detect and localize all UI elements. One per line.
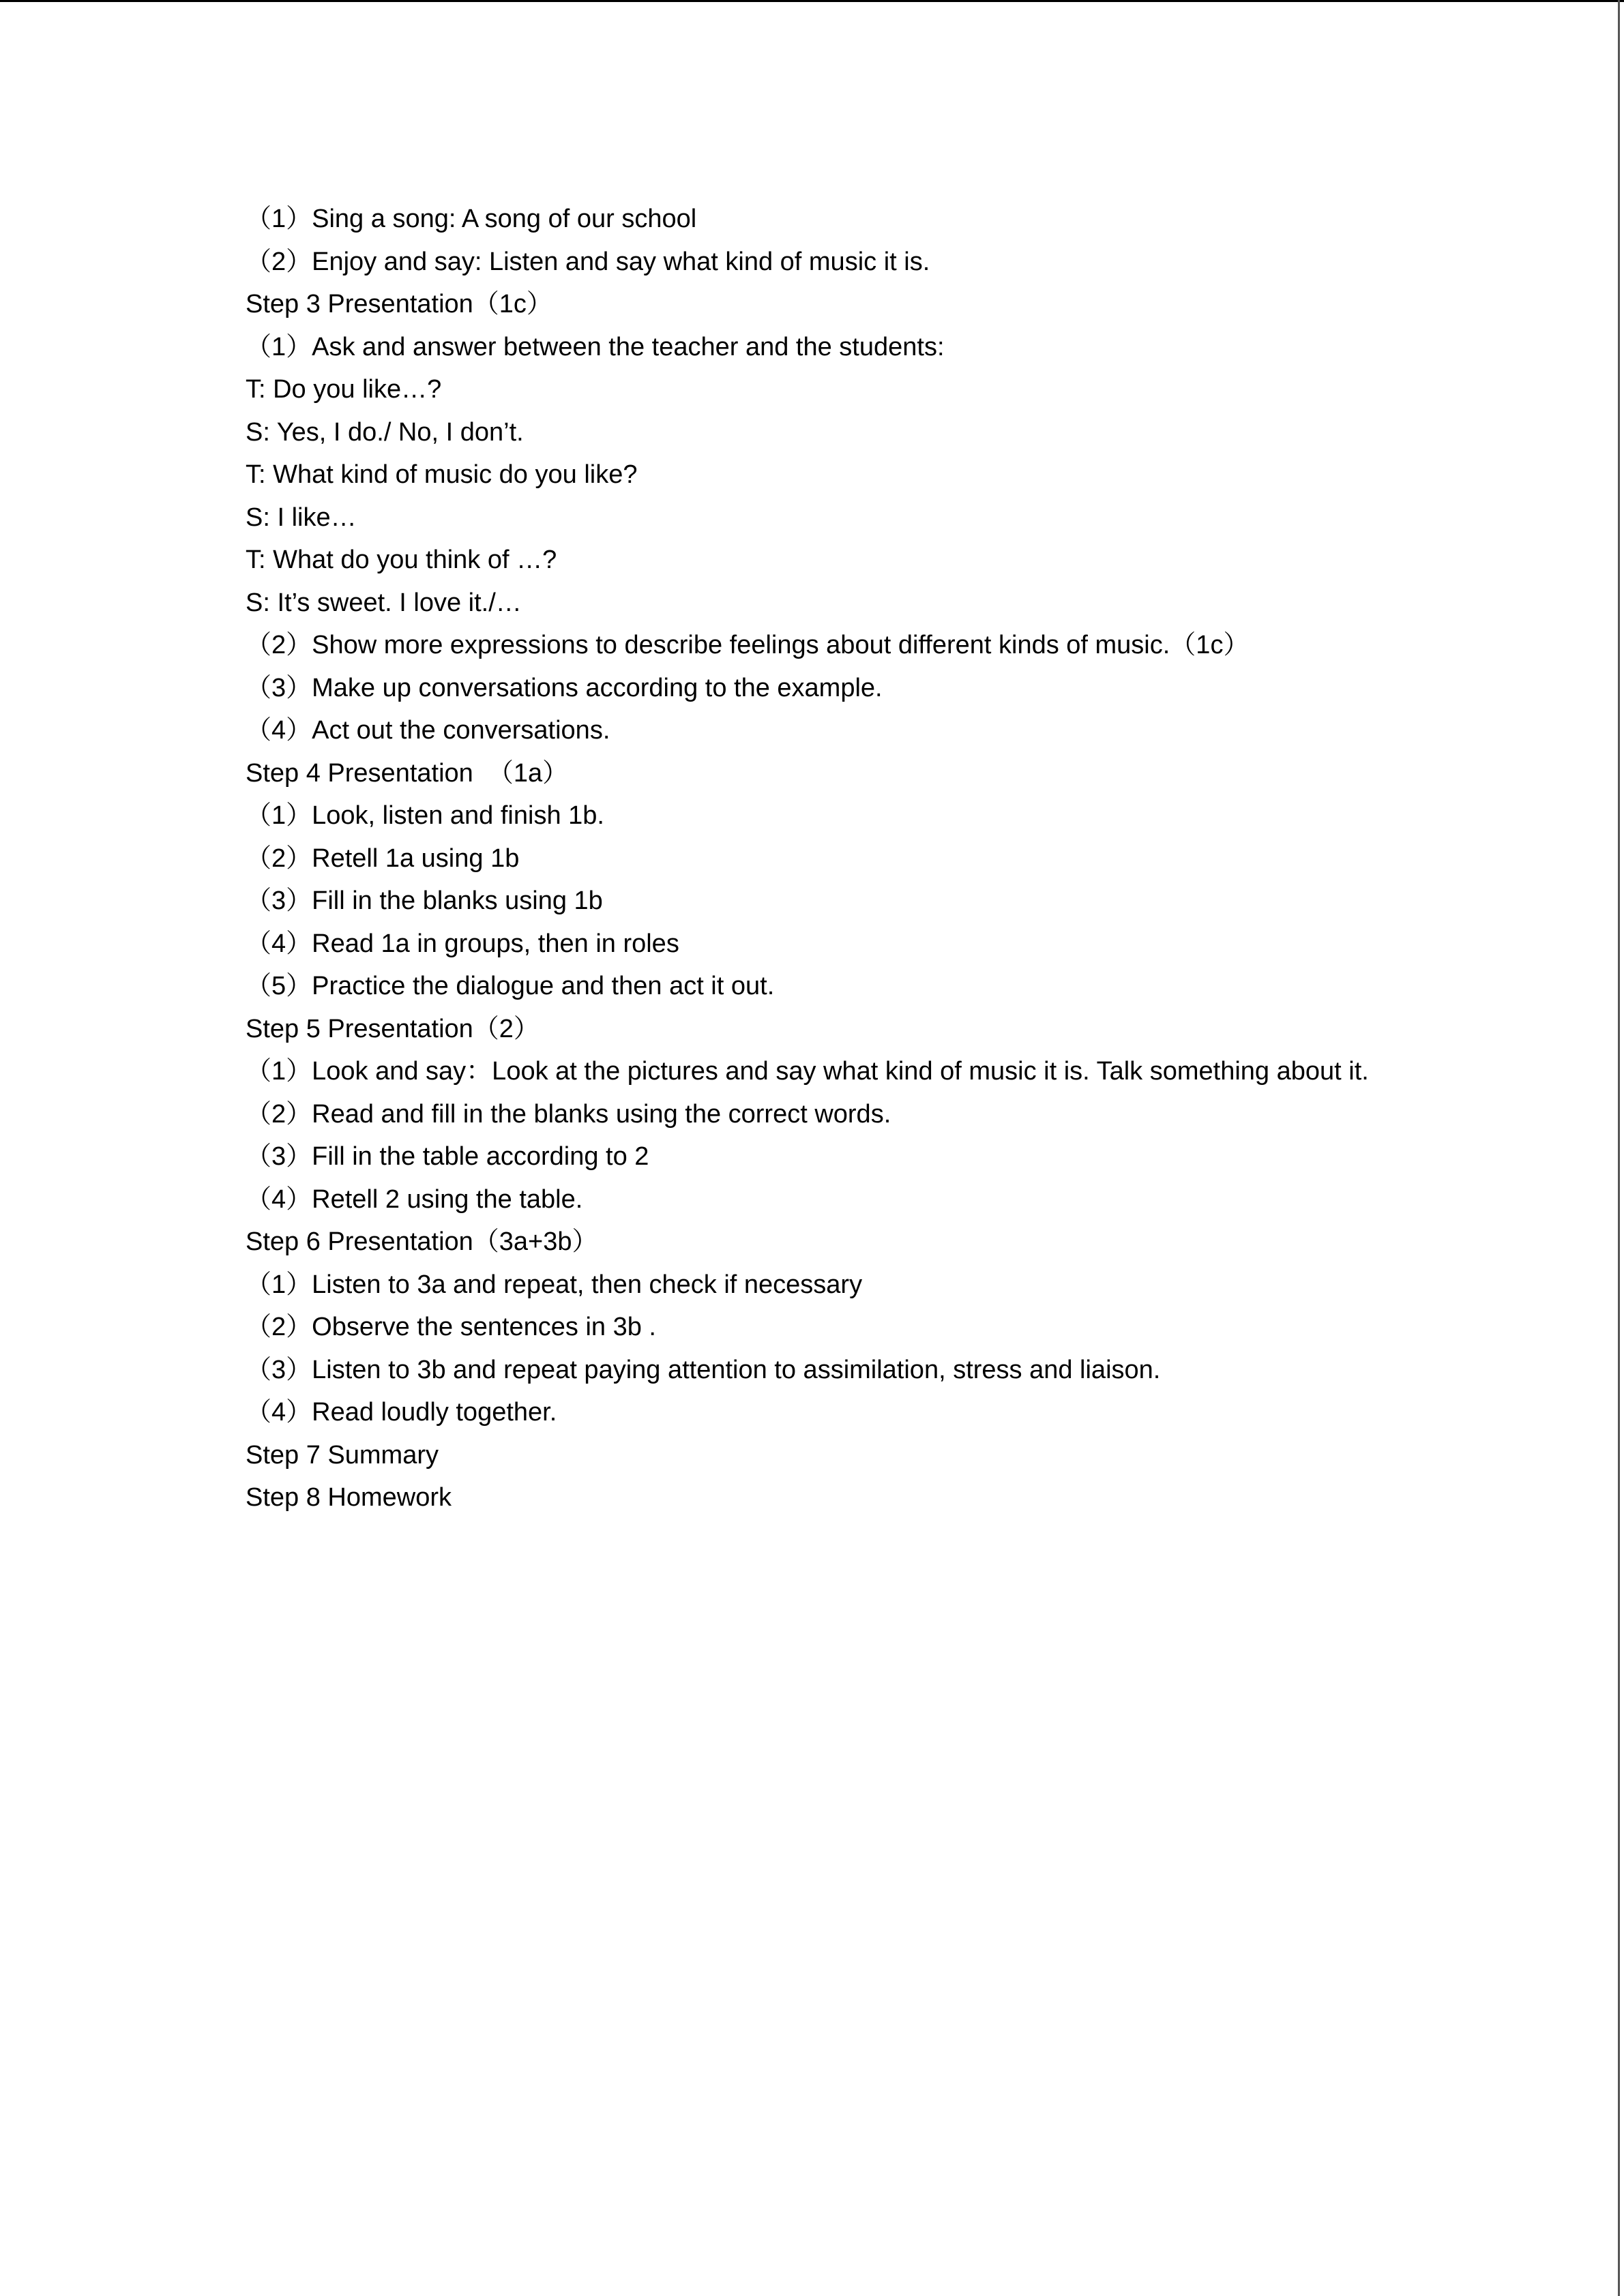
dialogue-line: S: It’s sweet. I love it./… [246,588,522,617]
dialogue-line: S: Yes, I do./ No, I don’t. [246,417,524,447]
step-5-item-2: （2）Read and fill in the blanks using the correct words. [246,1099,891,1129]
step-6-item-1: （1）Listen to 3a and repeat, then check if necessary [246,1270,863,1299]
document-body [246,198,1385,1519]
step-4-item-2: （2）Retell 1a using 1b [246,844,520,873]
page-top-border [0,0,1624,2]
step-3-item-4: （4）Act out the conversations. [246,716,610,745]
step-4-item-3: （3）Fill in the blanks using 1b [246,886,603,915]
step-6-heading: Step 6 Presentation（3a+3b） [246,1227,598,1256]
step-8-heading: Step 8 Homework [246,1483,452,1512]
step-5-item-4: （4）Retell 2 using the table. [246,1184,583,1214]
step-4-item-4: （4）Read 1a in groups, then in roles [246,929,679,958]
page-right-border [1618,0,1620,2296]
step-6-item-2: （2）Observe the sentences in 3b . [246,1313,656,1341]
dialogue-line: T: What do you think of …? [246,546,557,574]
step-2-item-2: （2）Enjoy and say: Listen and say what kind of music it is. [246,247,930,276]
dialogue-line: T: Do you like…? [246,375,442,404]
dialogue-line: T: What kind of music do you like? [246,460,638,489]
step-3-item-2: （2）Show more expressions to describe feelings about different kinds of music.（1c） [246,631,1250,659]
step-3-item-1: （1）Ask and answer between the teacher and the students: [246,332,945,361]
step-4-heading: Step 4 Presentation （1a） [246,758,569,788]
step-6-item-4: （4）Read loudly together. [246,1398,557,1427]
step-5-heading: Step 5 Presentation（2） [246,1014,540,1043]
step-3-item-3: （3）Make up conversations according to the example. [246,673,883,702]
step-3-heading: Step 3 Presentation（1c） [246,290,552,318]
step-7-heading: Step 7 Summary [246,1440,439,1470]
step-5-item-1: （1）Look and say：Look at the pictures and say what kind of music it is. Talk something about it. [246,1057,1369,1086]
dialogue-line: S: I like… [246,503,357,532]
step-4-item-5: （5）Practice the dialogue and then act it out. [246,972,775,1000]
step-4-item-1: （1）Look, listen and finish 1b. [246,801,604,830]
step-6-item-3: （3）Listen to 3b and repeat paying attention to assimilation, stress and liaison. [246,1355,1161,1384]
step-2-item-1: （1）Sing a song: A song of our school [246,205,697,233]
step-5-item-3: （3）Fill in the table according to 2 [246,1142,649,1171]
